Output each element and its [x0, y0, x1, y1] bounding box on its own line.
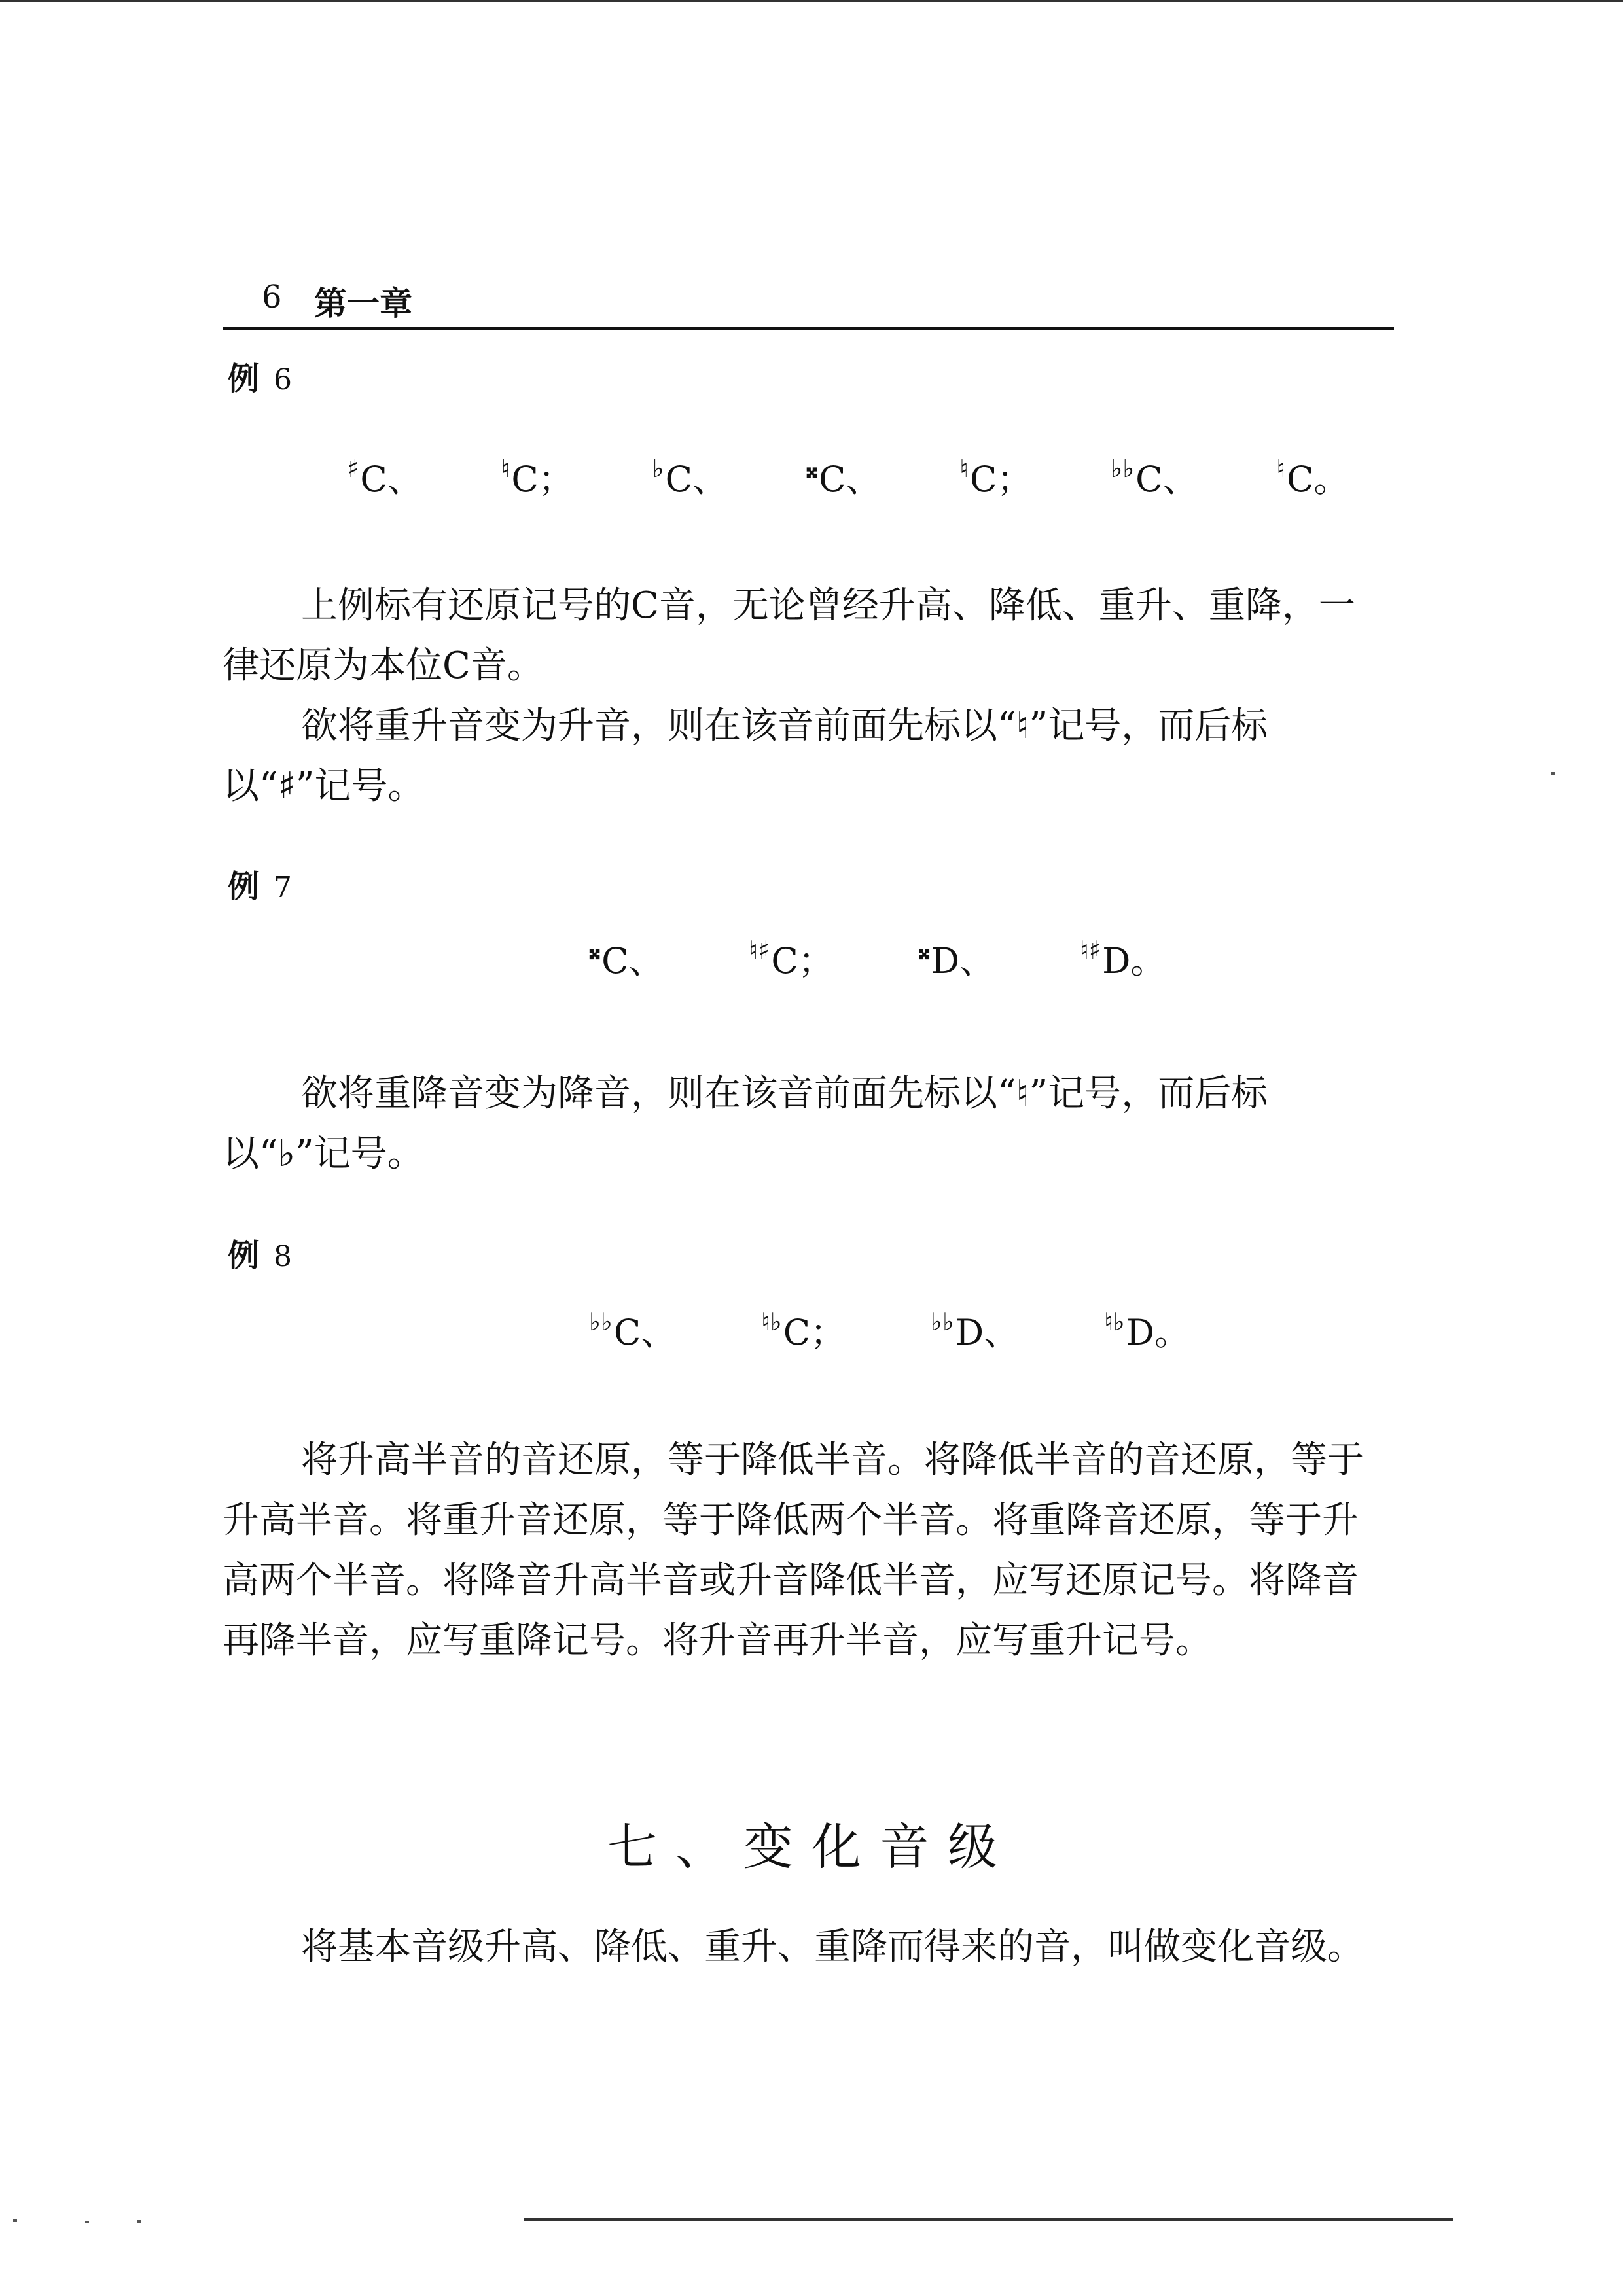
accidental-symbol: 𝄪	[806, 454, 818, 483]
note-letter: D、	[955, 1312, 1020, 1353]
note-letter: C。	[1287, 459, 1349, 500]
chapter-title: 第一章	[314, 284, 412, 323]
note-letter: C、	[819, 459, 882, 500]
accidental-symbol: ♯	[347, 454, 359, 483]
accidental-symbol: ♮	[1276, 454, 1286, 483]
note-item	[931, 1307, 1020, 1353]
note-item	[749, 936, 834, 981]
example-label-text: 例	[228, 868, 260, 905]
accidental-symbol: ♮♭	[761, 1307, 782, 1336]
accidental-symbol: 𝄪	[918, 936, 930, 964]
paragraph-3	[223, 1064, 1387, 1184]
scan-border	[0, 0, 1623, 2]
footer-rule	[524, 2218, 1453, 2221]
section-title: 七、变化音级	[607, 1818, 1016, 1876]
example-label-text: 例	[228, 1237, 260, 1274]
example-6-label	[228, 353, 292, 398]
example-label-text: 例	[228, 361, 260, 397]
note-letter: C；	[969, 459, 1033, 500]
accidental-symbol: ♮♯	[1080, 936, 1101, 964]
accidental-symbol: ♮	[959, 454, 969, 483]
accidental-symbol: ♮♭	[1104, 1307, 1125, 1336]
note-letter: D。	[1126, 1312, 1190, 1353]
page-number: 6	[262, 279, 282, 315]
example-number: 6	[274, 363, 293, 397]
example-8-label	[228, 1230, 292, 1275]
page-header	[223, 275, 1394, 330]
note-letter: C、	[1135, 459, 1198, 500]
paragraph-1-text: 上例标有还原记号的C音，无论曾经升高、降低、重升、重降，一律还原为本位C音。	[223, 584, 1355, 687]
accidental-symbol: ♭♭	[589, 1307, 613, 1336]
paragraph-2	[223, 696, 1387, 817]
note-item	[806, 454, 882, 500]
paragraph-2-text: 欲将重升音变为升音，则在该音前面先标以“♮”记号，而后标以“♯”记号。	[223, 705, 1268, 807]
note-item	[1276, 454, 1349, 500]
example-8-notes	[589, 1305, 1190, 1355]
accidental-symbol: ♭♭	[1111, 454, 1135, 483]
note-letter: C；	[783, 1312, 846, 1353]
paragraph-1	[223, 576, 1387, 696]
scan-speck	[13, 2219, 17, 2222]
note-item	[589, 936, 664, 981]
example-6-notes	[347, 451, 1349, 502]
example-number: 8	[274, 1240, 293, 1273]
note-item	[1080, 936, 1166, 981]
paragraph-4	[223, 1430, 1387, 1671]
note-letter: C、	[613, 1312, 677, 1353]
scan-speck	[1551, 772, 1555, 775]
paragraph-5	[223, 1917, 1387, 1977]
note-item	[761, 1307, 846, 1353]
accidental-symbol: ♭♭	[931, 1307, 954, 1336]
accidental-symbol: 𝄪	[589, 936, 601, 964]
note-item	[589, 1307, 677, 1353]
accidental-symbol: ♭	[652, 454, 664, 483]
accidental-symbol: ♮♯	[749, 936, 770, 964]
note-letter: D、	[931, 940, 995, 981]
paragraph-5-text: 将基本音级升高、降低、重升、重降而得来的音，叫做变化音级。	[301, 1926, 1364, 1968]
accidental-symbol: ♮	[501, 454, 510, 483]
note-letter: C；	[511, 459, 574, 500]
example-number: 7	[274, 871, 293, 904]
note-letter: C、	[601, 940, 664, 981]
note-item	[1104, 1307, 1190, 1353]
scan-speck	[137, 2220, 141, 2223]
note-letter: C、	[665, 459, 728, 500]
note-item	[347, 454, 423, 500]
note-item	[1111, 454, 1198, 500]
note-item	[501, 454, 574, 500]
example-7-label	[228, 861, 292, 906]
note-item	[652, 454, 728, 500]
note-item	[959, 454, 1033, 500]
example-7-notes	[589, 933, 1166, 983]
note-letter: C、	[360, 459, 423, 500]
note-letter: C；	[771, 940, 834, 981]
note-letter: D。	[1102, 940, 1166, 981]
note-item	[918, 936, 995, 981]
scan-speck	[85, 2221, 89, 2223]
paragraph-3-text: 欲将重降音变为降音，则在该音前面先标以“♮”记号，而后标以“♭”记号。	[223, 1072, 1268, 1175]
paragraph-4-text: 将升高半音的音还原，等于降低半音。将降低半音的音还原，等于升高半音。将重升音还原，等于降低两个半音。将重降音还原，等于升高两个半音。将降音升高半音或升音降低半音，应写还原记号。将降音再降半音，应写重降记号。将升音再升半音，应写重升记号。	[223, 1439, 1364, 1662]
